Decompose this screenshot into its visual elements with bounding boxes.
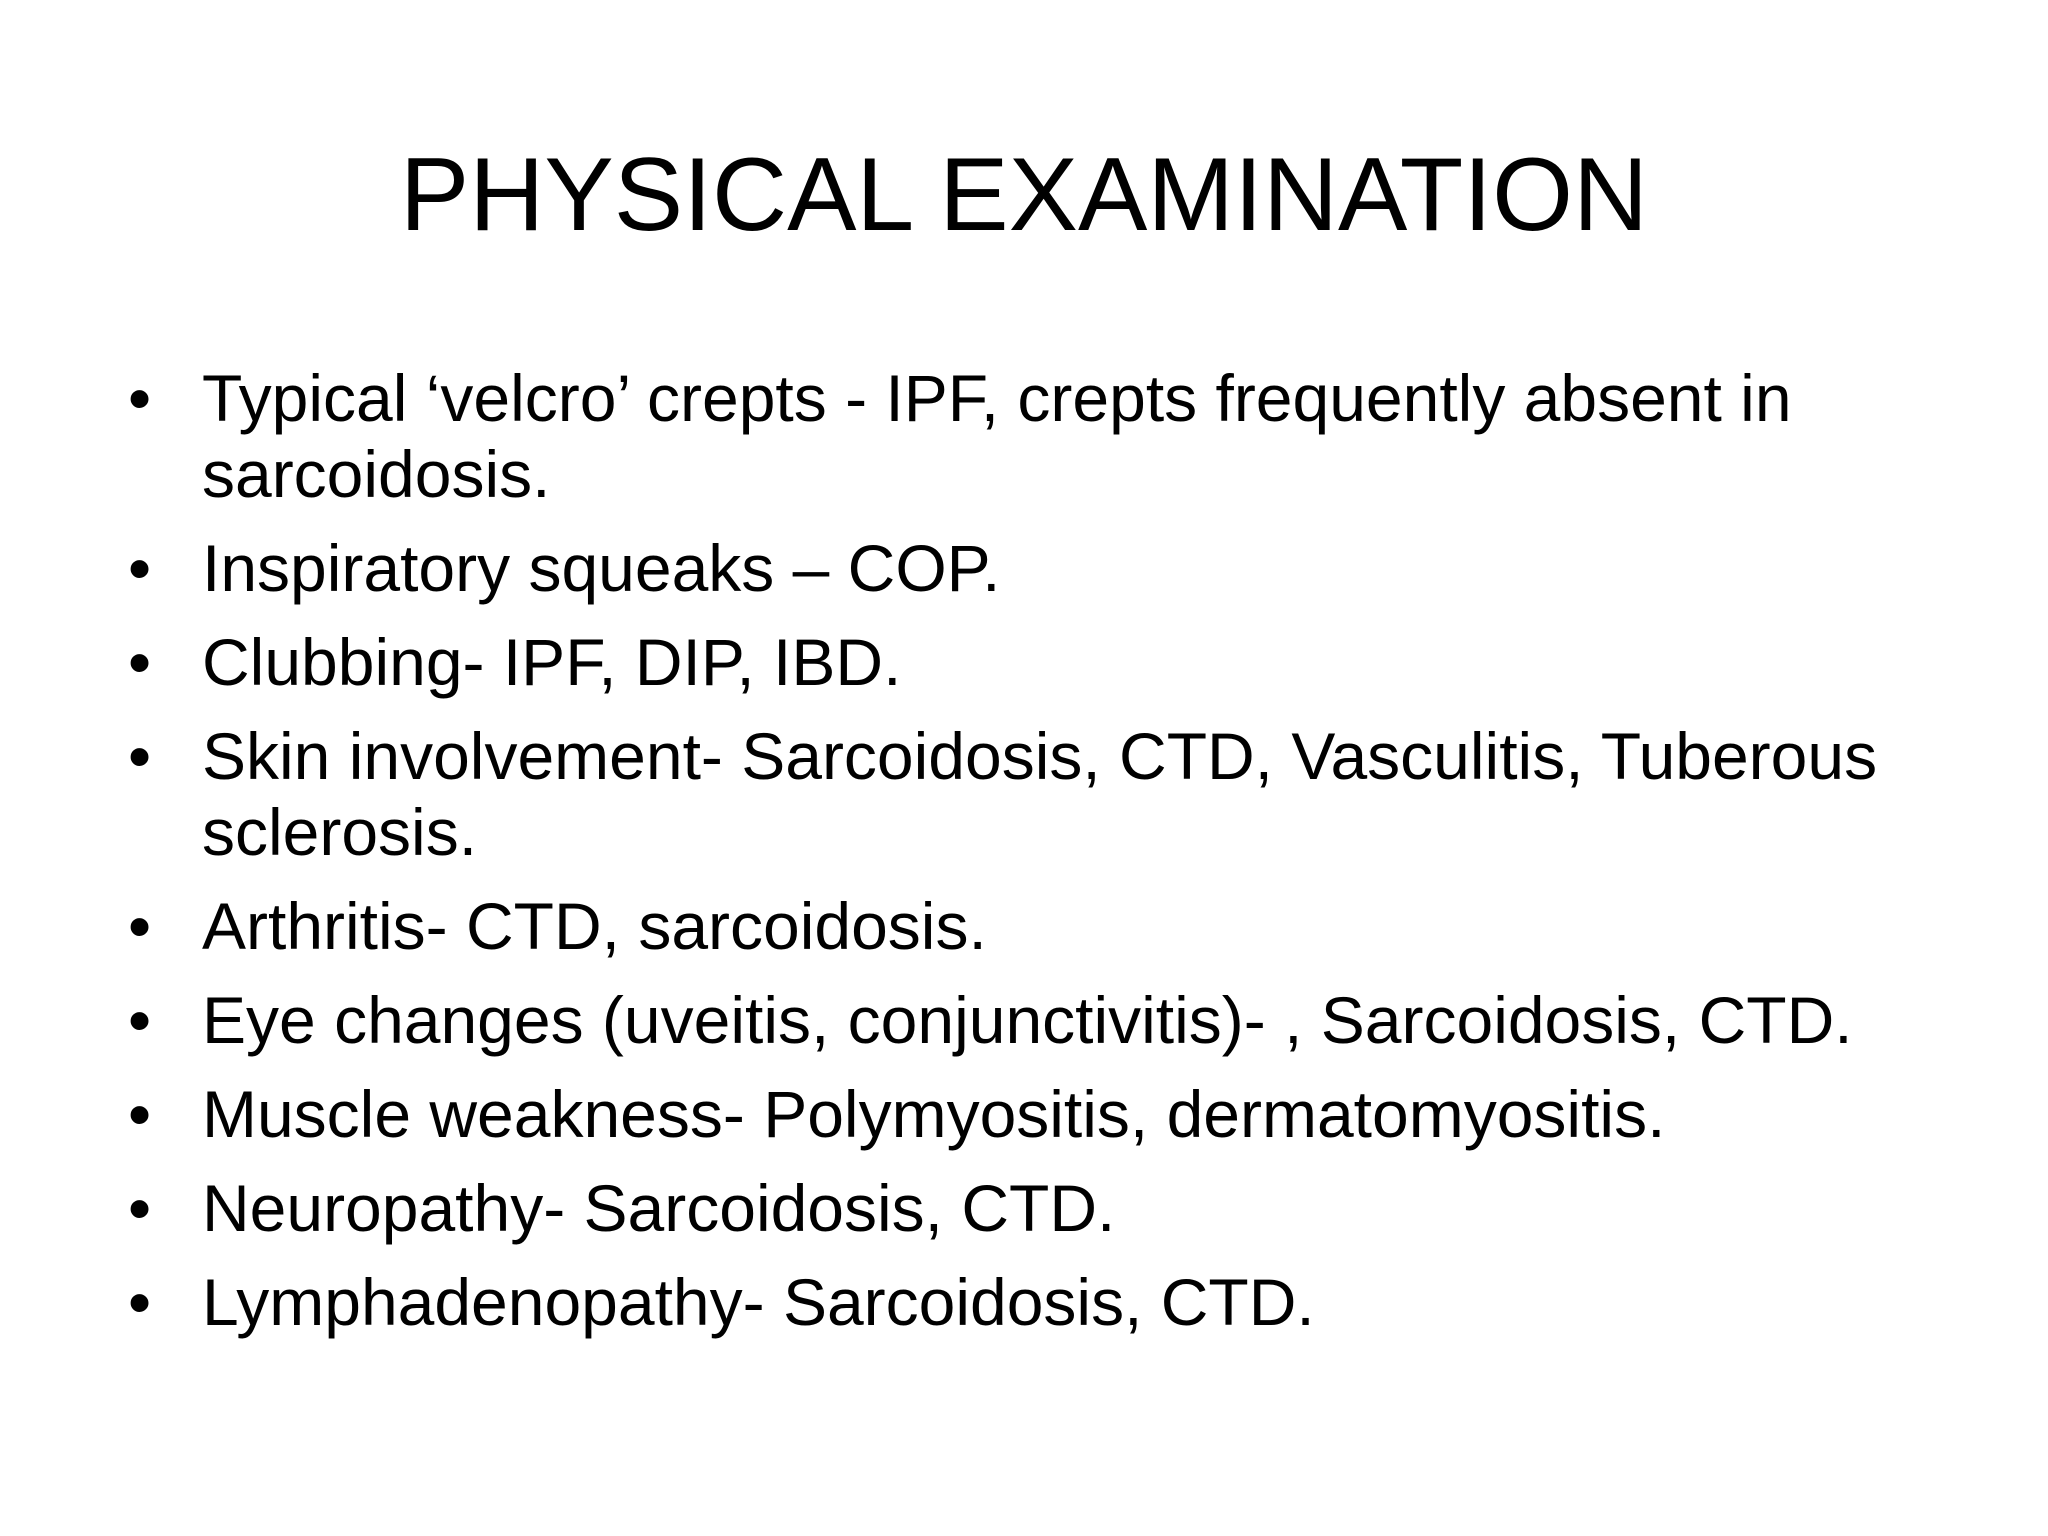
- list-item-text: Typical ‘velcro’ crepts - IPF, crepts frequently absent in sarcoidosis.: [202, 361, 1792, 511]
- list-item: [120, 360, 1960, 512]
- bullet-icon: •: [128, 983, 152, 1057]
- list-item: [120, 1264, 1960, 1340]
- list-item: [120, 982, 1960, 1058]
- list-item-text: Inspiratory squeaks – COP.: [202, 531, 1001, 605]
- bullet-icon: •: [128, 625, 152, 699]
- list-item: [120, 530, 1960, 606]
- list-item: [120, 1170, 1960, 1246]
- list-item-text: Muscle weakness- Polymyositis, dermatomyositis.: [202, 1077, 1666, 1151]
- slide-title: PHYSICAL EXAMINATION: [399, 137, 1649, 253]
- list-item: [120, 624, 1960, 700]
- bullet-icon: •: [128, 719, 152, 793]
- bullet-icon: •: [128, 361, 152, 435]
- list-item-text: Skin involvement- Sarcoidosis, CTD, Vasculitis, Tuberous sclerosis.: [202, 719, 1878, 869]
- list-item-text: Neuropathy- Sarcoidosis, CTD.: [202, 1171, 1116, 1245]
- bullet-icon: •: [128, 1077, 152, 1151]
- list-item-text: Arthritis- CTD, sarcoidosis.: [202, 889, 987, 963]
- list-item: [120, 888, 1960, 964]
- bullet-icon: •: [128, 889, 152, 963]
- bullet-icon: •: [128, 1171, 152, 1245]
- list-item: [120, 1076, 1960, 1152]
- list-item-text: Eye changes (uveitis, conjunctivitis)- , Sarcoidosis, CTD.: [202, 983, 1853, 1057]
- list-item-text: Lymphadenopathy- Sarcoidosis, CTD.: [202, 1265, 1315, 1339]
- list-item-text: Clubbing- IPF, DIP, IBD.: [202, 625, 902, 699]
- bullet-icon: •: [128, 531, 152, 605]
- bullet-list: [120, 360, 1960, 1358]
- list-item: [120, 718, 1960, 870]
- bullet-icon: •: [128, 1265, 152, 1339]
